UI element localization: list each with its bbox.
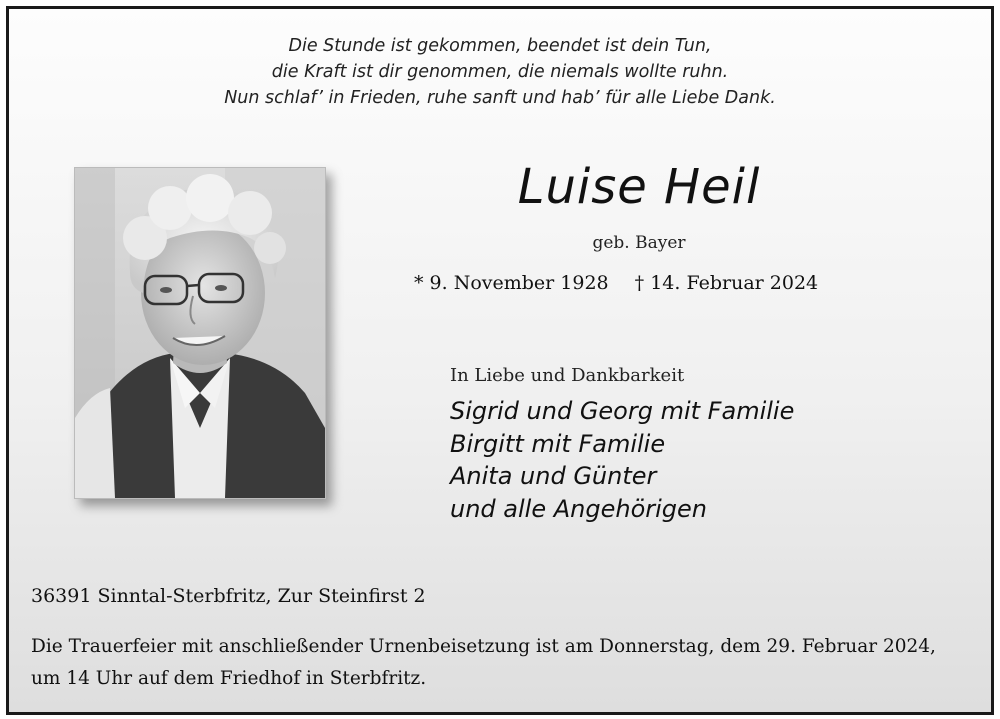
deceased-name: Luise Heil [517,159,761,215]
family-address: 36391 Sinntal-Sterbfritz, Zur Steinfirst 2 [31,585,426,607]
portrait-photo [74,167,326,499]
mourner-name: und alle Angehörigen [450,494,707,523]
mourner-name: Anita und Günter [450,462,657,490]
poem-line: Nun schlaf’ in Frieden, ruhe sanft und hab’ für alle Liebe Dank. [224,88,776,108]
mourners-list [450,395,794,525]
poem-line: Die Stunde ist gekommen, beendet ist dein Tun, [288,36,712,56]
death-date: † 14. Februar 2024 [634,272,819,294]
funeral-service-info [31,631,981,695]
mourner-name: Sigrid und Georg mit Familie [450,397,795,425]
life-dates [414,272,874,294]
service-line: um 14 Uhr auf dem Friedhof in Sterbfritz. [31,668,427,689]
portrait-illustration [75,168,325,498]
mourner-name: Birgitt mit Familie [450,429,666,458]
birth-date: * 9. November 1928 [414,272,609,294]
service-line: Die Trauerfeier mit anschließender Urnenbeisetzung ist am Donnerstag, dem 29. Februar 2024, [31,636,936,657]
obituary-notice [6,6,994,715]
mourners-intro: In Liebe und Dankbarkeit [450,365,685,386]
poem-line: die Kraft ist dir genommen, die niemals wollte ruhn. [271,62,729,82]
poem [9,33,991,111]
maiden-name: geb. Bayer [592,233,686,253]
